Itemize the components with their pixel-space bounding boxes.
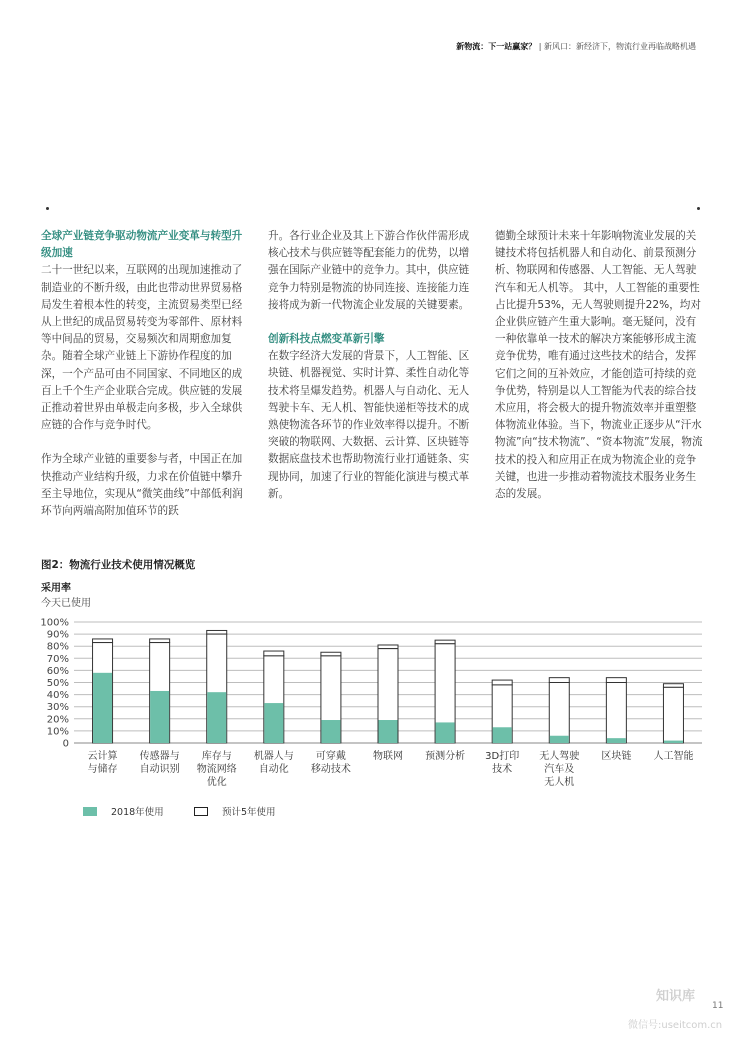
y-tick-label: 10% [46, 726, 69, 738]
figure-subtitle-2: 今天已使用 [41, 598, 91, 609]
x-category-label: 预测分析 [425, 751, 466, 762]
x-category-label: 自动识别 [139, 764, 180, 775]
figure-subtitle: 采用率 [41, 583, 71, 594]
page-header [456, 41, 696, 52]
bar-planned-cap [93, 639, 113, 643]
y-tick-label: 30% [46, 702, 69, 714]
legend-used [83, 804, 164, 818]
bar-planned [663, 687, 683, 743]
y-tick-label: 20% [46, 714, 69, 726]
adoption-bar-chart [30, 612, 720, 802]
bar-planned-cap [207, 630, 227, 634]
bar-planned [606, 683, 626, 744]
column-2 [268, 228, 476, 503]
bar-used [150, 691, 169, 743]
bar-used [264, 703, 283, 743]
x-category-label: 物联网 [373, 751, 403, 762]
bar-used [436, 722, 455, 743]
column-1 [41, 228, 249, 520]
bar-planned-cap [378, 645, 398, 649]
x-category-label: 技术 [492, 764, 513, 775]
figure-title: 图2：物流行业技术使用情况概览 [41, 559, 196, 571]
bar-planned-cap [321, 652, 341, 656]
legend-planned-swatch [194, 807, 208, 816]
y-tick-label: 80% [46, 641, 69, 653]
bar-planned-cap [606, 678, 626, 683]
bar-planned-cap [435, 640, 455, 644]
x-category-label: 物流网络 [196, 764, 237, 775]
y-tick-label: 0 [62, 738, 69, 750]
x-category-label: 无人机 [544, 777, 575, 788]
x-category-label: 优化 [206, 777, 227, 788]
legend-planned [194, 804, 276, 818]
watermark-wechat: 微信号:useitcom.cn [628, 1020, 723, 1031]
column-3 [495, 228, 703, 503]
col2-heading: 创新科技点燃变革新引擎 [268, 333, 385, 346]
x-category-label: 与储存 [87, 764, 118, 775]
bar-planned-cap [264, 651, 284, 656]
col1-para2: 作为全球产业链的重要参与者，中国正在加快推动产业结构升级，力求在价值链中攀升至主导地位，实现从“微笑曲线”中部低利润环节向两端高附加值环节的跃 [41, 453, 243, 518]
header-title-rest: | 新风口：新经济下，物流行业再临战略机遇 [536, 42, 696, 51]
x-category-label: 云计算 [87, 751, 118, 762]
bar-used [607, 738, 626, 743]
x-category-label: 人工智能 [653, 751, 694, 762]
bar-used [207, 692, 226, 743]
y-tick-label: 40% [46, 690, 69, 702]
x-category-label: 自动化 [258, 764, 289, 775]
x-category-label: 机器人与 [253, 751, 294, 762]
x-category-label: 汽车及 [544, 764, 575, 775]
dot-left [46, 207, 49, 210]
col1-heading: 全球产业链竞争驱动物流产业变革与转型升级加速 [41, 230, 243, 260]
bar-used [93, 673, 112, 743]
x-category-label: 可穿戴 [315, 751, 346, 762]
y-tick-label: 70% [46, 653, 69, 665]
y-tick-label: 50% [46, 678, 69, 689]
bar-planned-cap [549, 678, 569, 683]
bar-used [493, 727, 512, 743]
bar-used [321, 720, 340, 743]
page-number: 11 [712, 1001, 724, 1011]
bar-used [550, 736, 569, 743]
legend-used-swatch [83, 807, 97, 816]
y-tick-label: 90% [46, 629, 69, 641]
col3-para1: 德勤全球预计未来十年影响物流业发展的关键技术将包括机器人和自动化、前景预测分析、物联网和传感器、人工智能、无人驾驶汽车和无人机等。 其中，人工智能的重要性占比提升53%，无人驾驶则提升22%，均对企业供应链产生重大影响。毫无疑问，没有一种依靠单一技术的解决方案能够形成主流竞争优势，唯有通过这些技术的结合，发挥它们之间的互补效应，才能创造可持续的竞争优势，特别是以人工智能为代表的综合技术应用，将会极大的提升物流效率并重塑整体物流业体验。当下，物流业正逐步从“汗水物流”向“技术物流”、“资本物流”发展，物流技术的投入和应用正在成为物流企业的竞争关键，也进一步推动着物流技术服务业务生态的发展。 [495, 230, 703, 501]
bar-planned-cap [150, 639, 170, 643]
col1-para1: 二十一世纪以来，互联网的出现加速推动了制造业的不断升级，由此也带动世界贸易格局发生着根本性的转变，主流贸易类型已经从上世纪的成品贸易转变为零部件、原材料等中间品的贸易，交易频次和周期愈加复杂。随着全球产业链上下游协作程度的加深，一个产品可由不同国家、不同地区的成百上千个生产企业联合完成。供应链的发展正推动着世界由单极走向多极，步入全球供应链的合作与竞争时代。 [41, 264, 243, 432]
x-category-label: 库存与 [201, 751, 232, 762]
watermark: 知识库 [656, 989, 696, 1004]
bar-used [664, 741, 683, 743]
x-category-label: 3D打印 [485, 751, 520, 762]
col2-para2: 在数字经济大发展的背景下，人工智能、区块链、机器视觉、实时计算、柔性自动化等技术将呈爆发趋势。机器人与自动化、无人驾驶卡车、无人机、智能快递柜等技术的成熟使物流各环节的作业效率得以提升。不断突破的物联网、大数据、云计算、区块链等数据底盘技术也帮助物流行业打通链条、实现协同，加速了行业的智能化演进与模式革新。 [268, 350, 470, 500]
bar-planned-cap [663, 684, 683, 688]
y-tick-label: 60% [46, 665, 69, 677]
dot-right [697, 207, 700, 210]
header-title-bold: 新物流：下一站赢家？ [456, 42, 537, 51]
col2-para1: 升。各行业企业及其上下游合作伙伴需形成核心技术与供应链等配套能力的优势，以增强在国际产业链中的竞争力。其中，供应链竞争力特别是物流的协同连接、连接能力连接将成为新一代物流企业发展的关键要素。 [268, 230, 470, 311]
x-category-label: 无人驾驶 [539, 751, 580, 762]
x-category-label: 区块链 [601, 751, 632, 762]
bar-used [379, 720, 398, 743]
x-category-label: 传感器与 [139, 751, 180, 762]
x-category-label: 移动技术 [310, 764, 351, 775]
bar-planned-cap [492, 680, 512, 685]
bar-planned [549, 683, 569, 744]
legend-planned-label: 预计5年使用 [222, 807, 276, 818]
y-tick-label: 100% [40, 617, 69, 629]
legend-used-label: 2018年使用 [111, 807, 164, 818]
